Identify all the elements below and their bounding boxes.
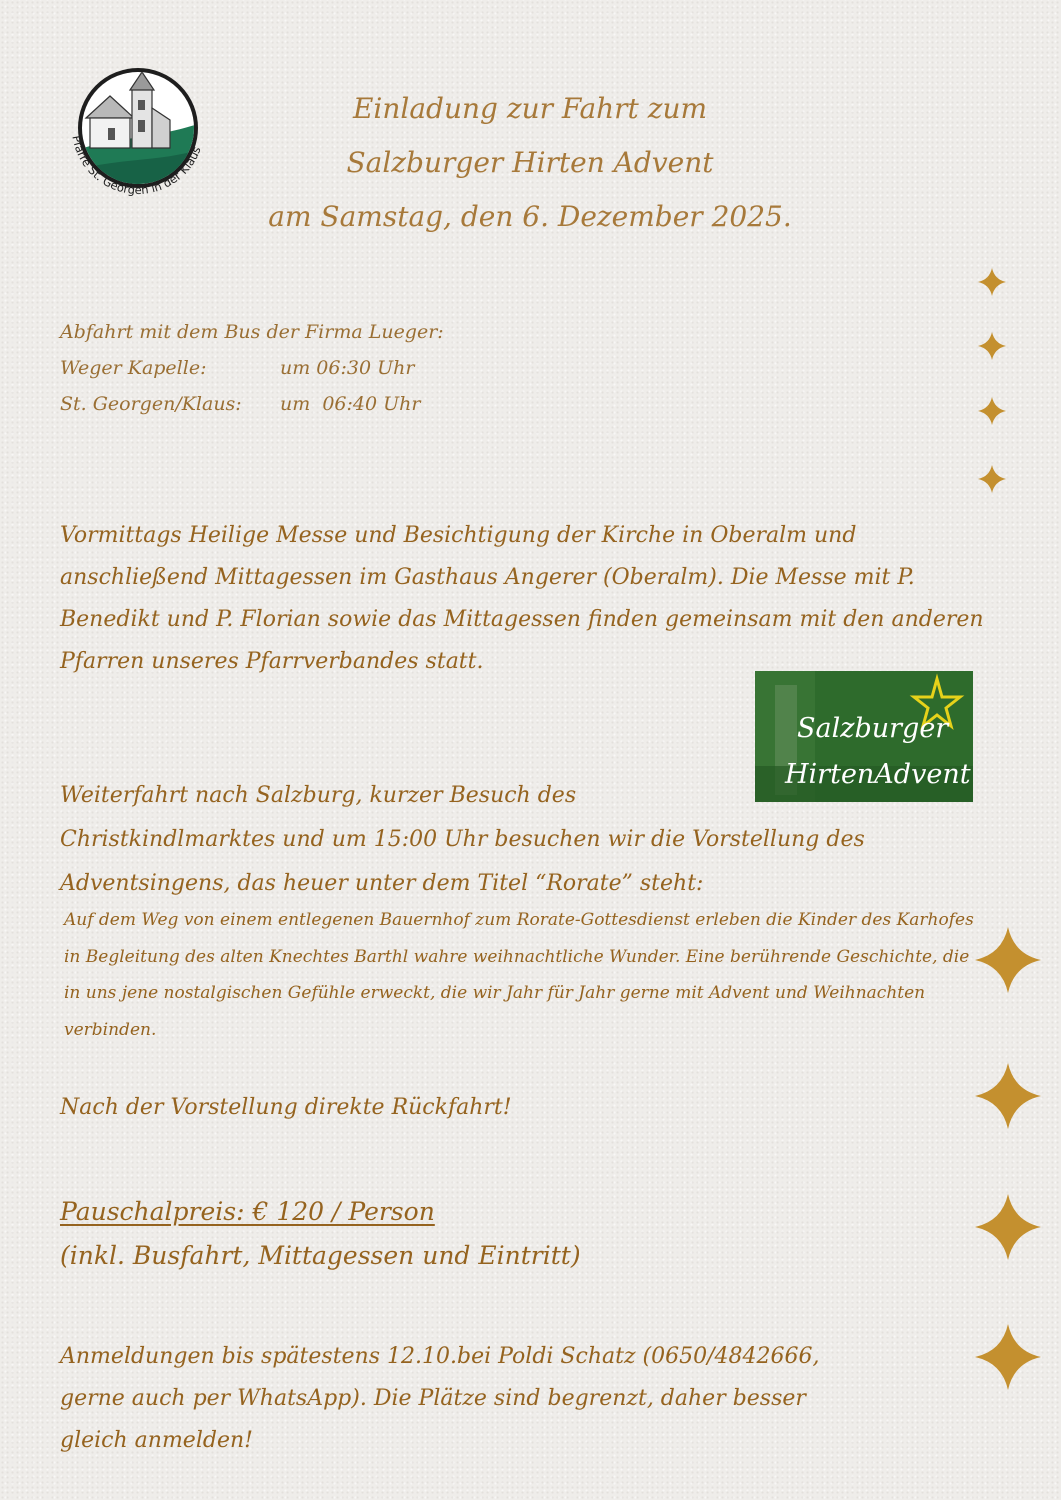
sparkle-star-icon: [978, 332, 1006, 360]
return-info: Nach der Vorstellung direkte Rückfahrt!: [60, 1095, 512, 1120]
sparkle-star-icon: [975, 1063, 1041, 1129]
logo-ring-text: Pfarre St. Georgen in der Klaus: [69, 134, 204, 198]
sparkle-star-icon: [975, 927, 1041, 993]
price-label: Pauschalpreis: € 120 / Person: [60, 1197, 435, 1226]
morning-program: Vormittags Heilige Messe und Besichtigung der Kirche in Oberalm und anschließend Mittagessen im Gasthaus Angerer (Oberalm). Die Messe mit P. Benedikt und P. Florian sowie das Mittagessen finden gemeinsam mit den anderen Pfarren unseres Pfarrverbandes statt.: [60, 523, 984, 674]
afternoon-program: [60, 774, 980, 1048]
departure-info: [60, 314, 444, 422]
departure-stop: [60, 350, 444, 386]
parish-logo: [58, 58, 218, 218]
show-description: Auf dem Weg von einem entlegenen Bauernhof zum Rorate-Gottesdienst erleben die Kinder des Karhofes in Begleitung des alten Knechtes Barthl wahre weihnachtliche Wunder. Eine berührende Geschichte, die in uns jene nostalgischen Gefühle erweckt, die wir Jahr für Jahr gerne mit Advent und Weihnachten verbinden.: [64, 910, 974, 1040]
price-info: [60, 1190, 581, 1278]
stop-time: um 06:30 Uhr: [280, 357, 415, 379]
sparkle-star-icon: [975, 1324, 1041, 1390]
invitation-title: [200, 82, 860, 244]
afternoon-text: Weiterfahrt nach Salzburg, kurzer Besuch des Christkindlmarktes und um 15:00 Uhr besuchen wir die Vorstellung des Adventsingens, das heuer unter dem Titel “Rorate” steht:: [60, 783, 865, 896]
badge-line-2: HirtenAdvent: [785, 759, 971, 790]
price-includes: (inkl. Busfahrt, Mittagessen und Eintritt): [60, 1241, 581, 1270]
stop-time: um 06:40 Uhr: [280, 393, 421, 415]
signup-info: Anmeldungen bis spätestens 12.10.bei Poldi Schatz (0650/4842666, gerne auch per WhatsApp). Die Plätze sind begrenzt, daher besser gleich anmelden!: [60, 1344, 820, 1453]
sparkle-star-icon: [978, 465, 1006, 493]
sparkle-star-icon: [978, 268, 1006, 296]
sparkle-star-icon: [975, 1194, 1041, 1260]
sparkle-star-icon: [978, 397, 1006, 425]
title-line-1: Einladung zur Fahrt zum: [352, 92, 708, 125]
departure-stop: [60, 386, 444, 422]
stop-place: St. Georgen/Klaus:: [60, 393, 242, 415]
departure-intro: Abfahrt mit dem Bus der Firma Lueger:: [60, 321, 444, 343]
title-line-2: Salzburger Hirten Advent: [346, 146, 714, 179]
stop-place: Weger Kapelle:: [60, 357, 207, 379]
church-logo-icon: [58, 58, 218, 218]
title-line-3: am Samstag, den 6. Dezember 2025.: [268, 200, 792, 233]
badge-line-1: Salzburger: [797, 713, 949, 744]
